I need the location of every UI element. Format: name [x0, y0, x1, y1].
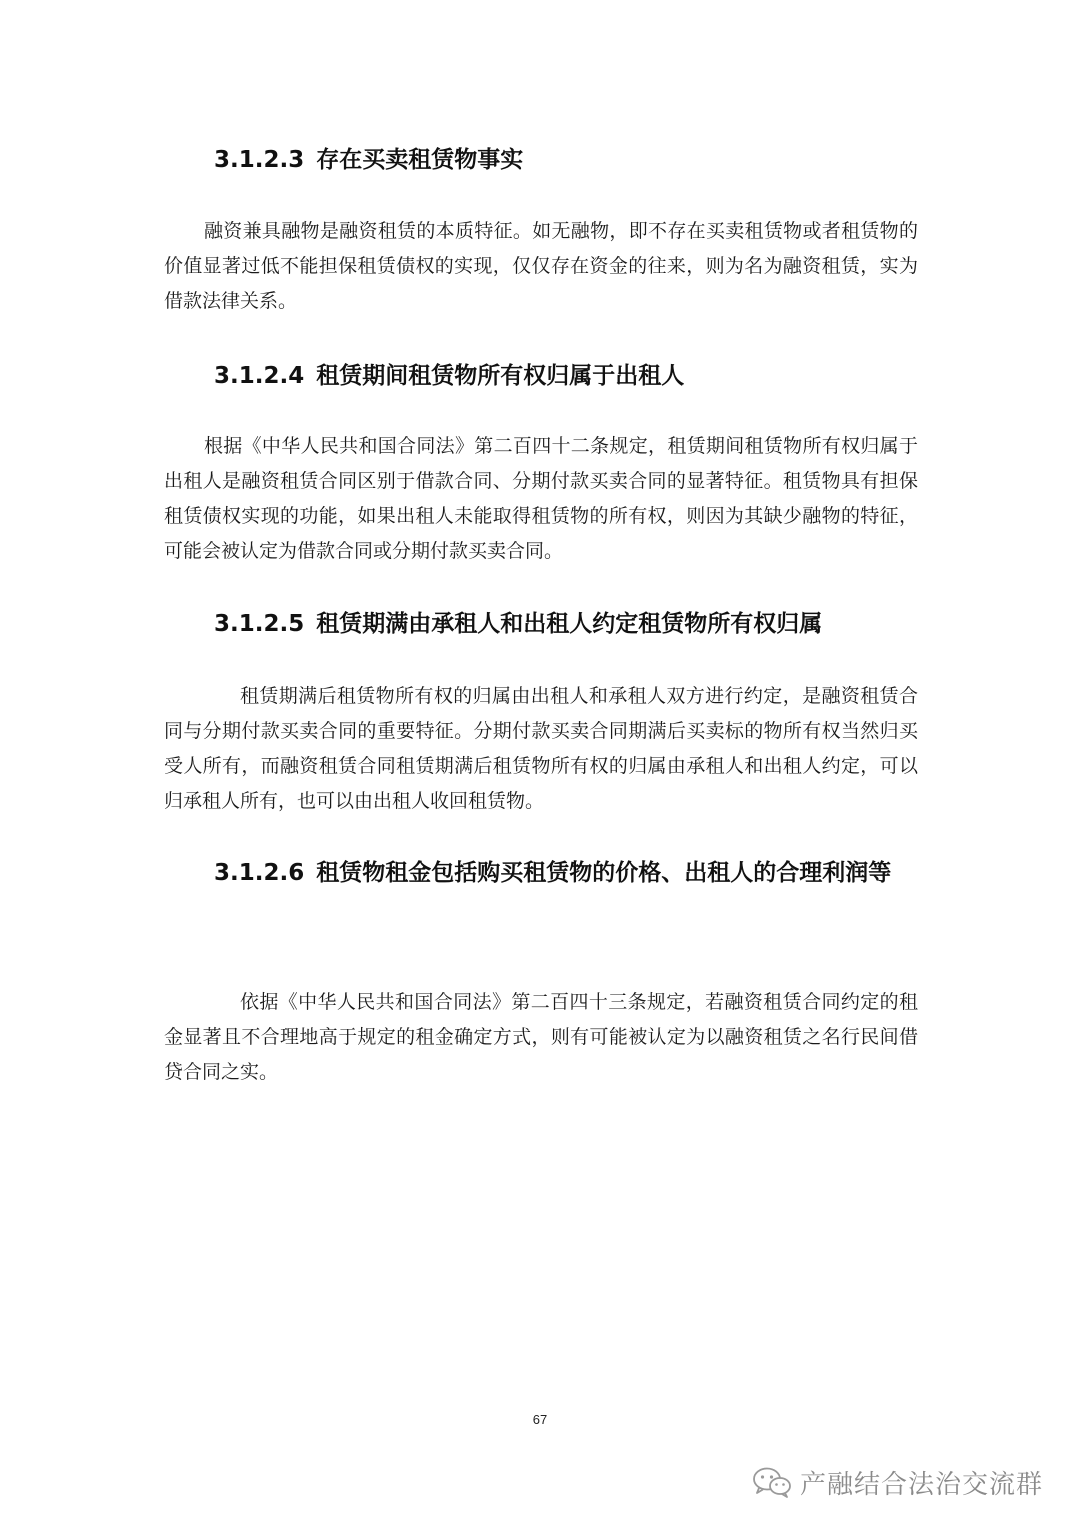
section-heading: [214, 598, 924, 650]
section-number: 3.1.2.4: [214, 363, 305, 389]
section-title: 存在买卖租赁物事实: [316, 147, 524, 173]
section-body: 融资兼具融物是融资租赁的本质特征。如无融物，即不存在买卖租赁物或者租赁物的价值显著过低不能担保租赁债权的实现，仅仅存在资金的往来，则为名为融资租赁，实为借款法律关系。: [164, 220, 918, 312]
section-number: 3.1.2.3: [214, 147, 305, 173]
section-number: 3.1.2.5: [214, 611, 305, 637]
section-body: 根据《中华人民共和国合同法》第二百四十二条规定，租赁期间租赁物所有权归属于出租人是融资租赁合同区别于借款合同、分期付款买卖合同的显著特征。租赁物具有担保租赁债权实现的功能，如果出租人未能取得租赁物的所有权，则因为其缺少融物的特征，可能会被认定为借款合同或分期付款买卖合同。: [164, 435, 918, 562]
watermark: [752, 1462, 1043, 1502]
wechat-icon: [752, 1466, 792, 1498]
section-heading: [214, 350, 924, 402]
section-number: 3.1.2.6: [214, 860, 305, 886]
section-body: 租赁期满后租赁物所有权的归属由出租人和承租人双方进行约定，是融资租赁合同与分期付款买卖合同的重要特征。分期付款买卖合同期满后买卖标的物所有权当然归买受人所有，而融资租赁合同租赁期满后租赁物所有权的归属由承租人和出租人约定，可以归承租人所有，也可以由出租人收回租赁物。: [164, 685, 918, 812]
section-heading: [164, 846, 924, 901]
section-body: 依据《中华人民共和国合同法》第二百四十三条规定，若融资租赁合同约定的租金显著且不合理地高于规定的租金确定方式，则有可能被认定为以融资租赁之名行民间借贷合同之实。: [164, 991, 918, 1083]
watermark-text: 产融结合法治交流群: [800, 1469, 1044, 1500]
section-heading: [214, 134, 924, 186]
section-title: 租赁期满由承租人和出租人约定租赁物所有权归属: [316, 611, 823, 637]
section-title: 租赁物租金包括购买租赁物的价格、出租人的合理利润等: [316, 860, 892, 886]
page-number: 67: [532, 1412, 548, 1427]
section-title: 租赁期间租赁物所有权归属于出租人: [316, 363, 685, 389]
